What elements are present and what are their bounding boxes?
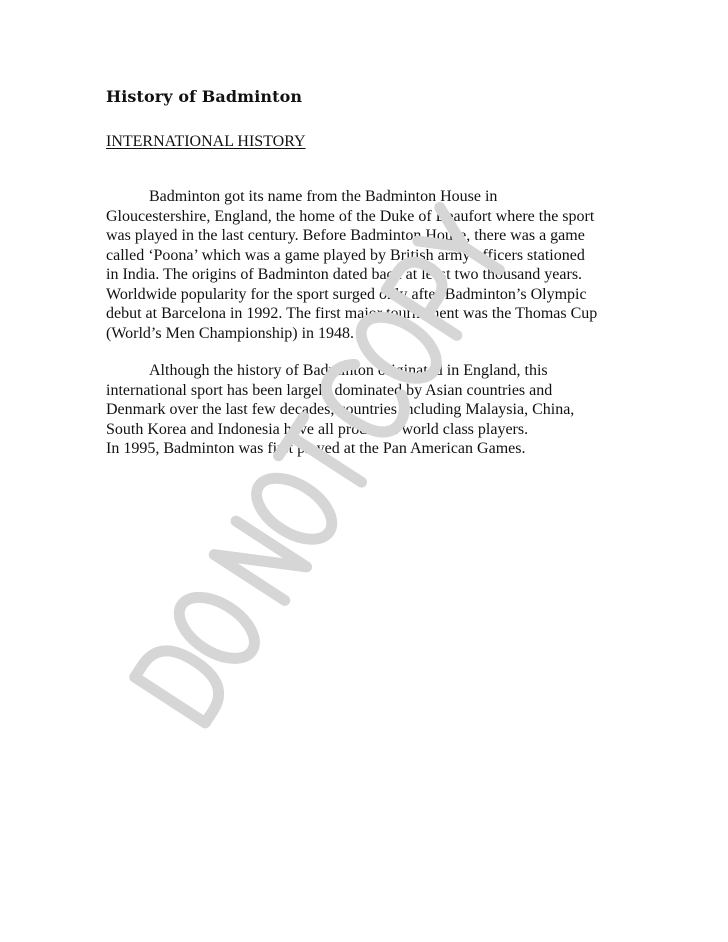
- paragraph-line: Badminton got its name from the Badminton House in: [149, 188, 498, 205]
- document-title: History of Badminton: [106, 87, 303, 106]
- paragraph-line: Worldwide popularity for the sport surged only after Badminton’s Olympic: [106, 285, 587, 303]
- paragraph-line: Gloucestershire, England, the home of the Duke of Beaufort where the sport: [106, 207, 595, 225]
- paragraph-line: In 1995, Badminton was first played at the Pan American Games.: [106, 440, 526, 457]
- paragraph-line: called ‘Poona’ which was a game played by British army officers stationed: [106, 246, 585, 264]
- section-heading: INTERNATIONAL HISTORY: [106, 133, 306, 150]
- paragraph-line: international sport has been largely dominated by Asian countries and: [106, 381, 553, 399]
- paragraph-line: in India. The origins of Badminton dated back at least two thousand years.: [106, 266, 583, 283]
- paragraph-line: South Korea and Indonesia have all produced world class players.: [106, 420, 529, 438]
- paragraph-line: (World’s Men Championship) in 1948.: [106, 324, 355, 342]
- paragraph-line: debut at Barcelona in 1992. The first major tournament was the Thomas Cup: [106, 305, 598, 322]
- paragraph-2: [106, 361, 626, 459]
- paragraph-line: Denmark over the last few decades, countries including Malaysia, China,: [106, 401, 575, 418]
- paragraph-line: Although the history of Badminton originated in England, this: [149, 362, 548, 379]
- paragraph-line: was played in the last century. Before Badminton House, there was a game: [106, 227, 585, 244]
- paragraph-1: [106, 187, 626, 343]
